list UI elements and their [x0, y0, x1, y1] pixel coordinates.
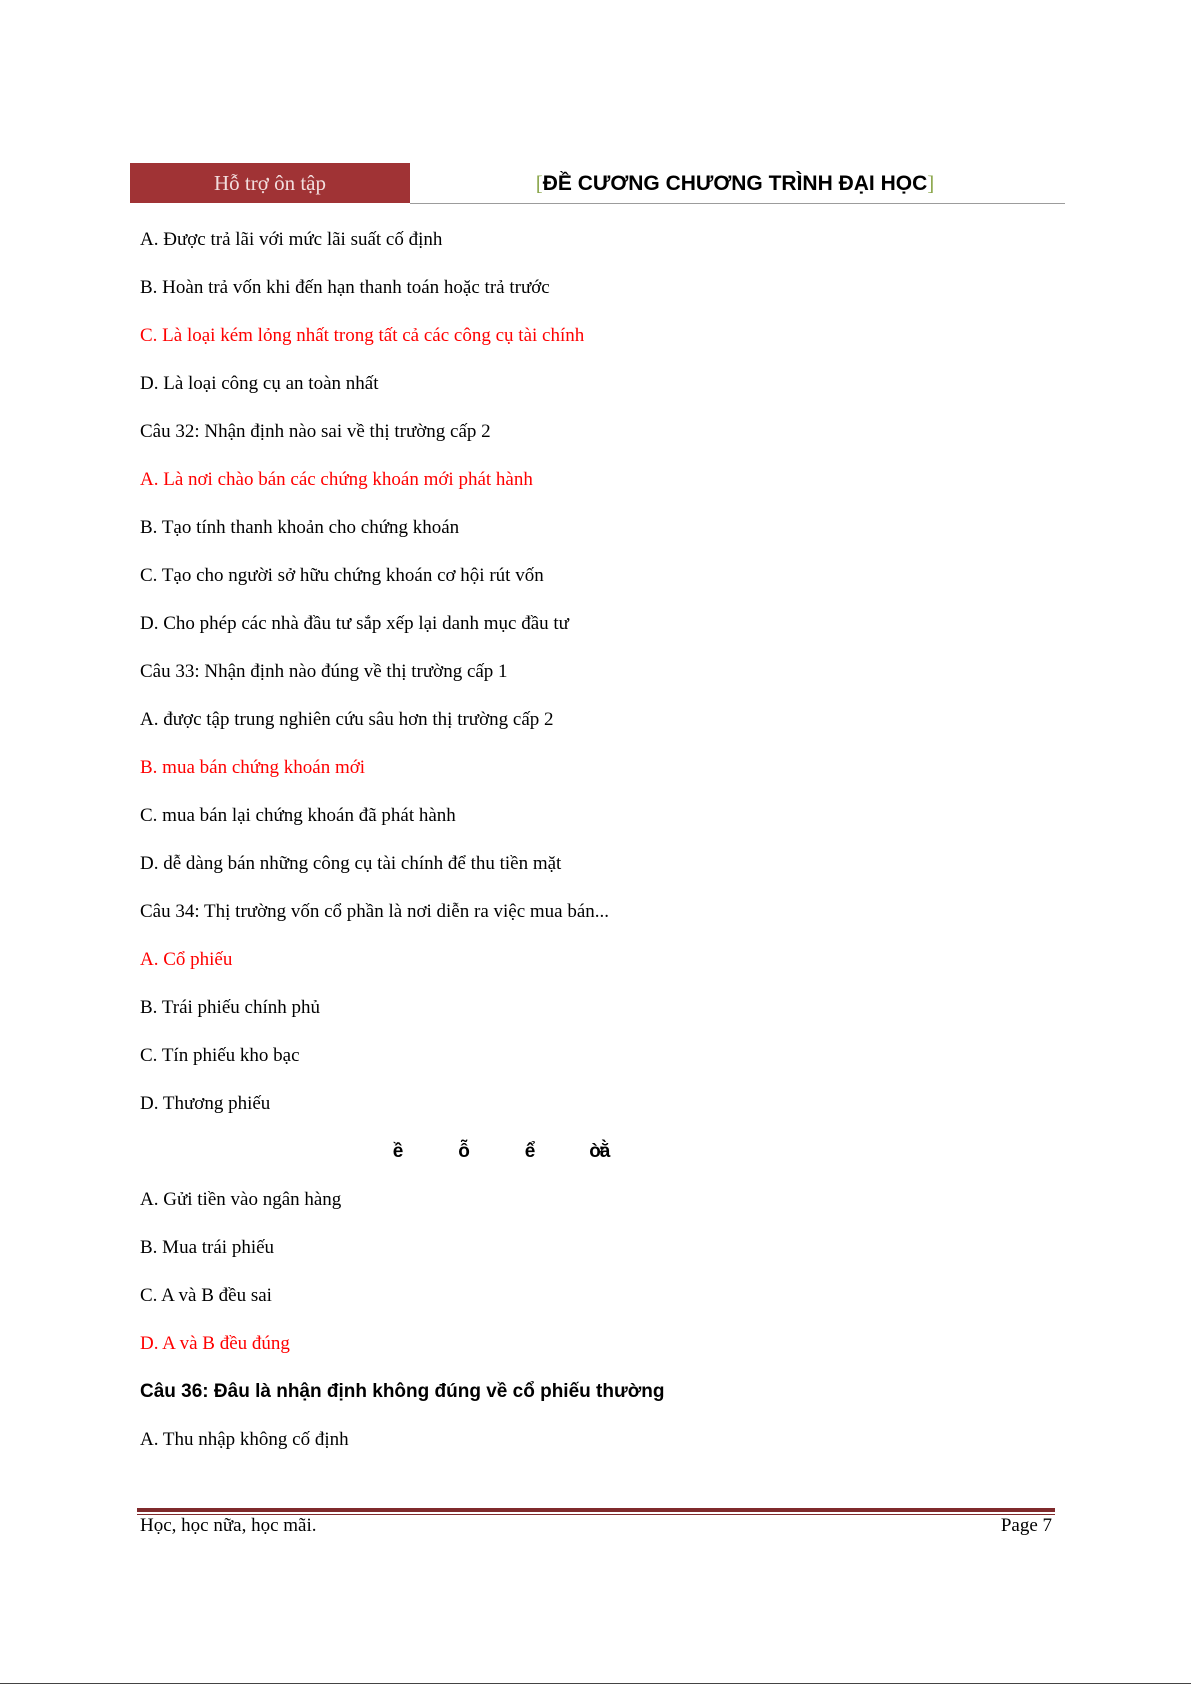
glyph-fragment: ờ — [589, 1141, 603, 1162]
answer-line: A. được tập trung nghiên cứu sâu hơn thị trường cấp 2 — [140, 709, 554, 730]
correct-answer-line: C. Là loại kém lỏng nhất trong tất cả các công cụ tài chính — [140, 325, 585, 346]
page-number: Page 7 — [1000, 1515, 1052, 1536]
scan-edge-line — [0, 1683, 1191, 1684]
correct-answer-line: A. Là nơi chào bán các chứng khoán mới phát hành — [140, 469, 533, 490]
answer-line: C. Tạo cho người sở hữu chứng khoán cơ hội rút vốn — [140, 565, 544, 586]
glyph-fragment: ỗ — [458, 1141, 470, 1162]
question-line: Câu 32: Nhận định nào sai về thị trường cấp 2 — [140, 421, 491, 442]
answer-line: D. Cho phép các nhà đầu tư sắp xếp lại danh mục đầu tư — [140, 613, 569, 634]
answer-line: A. Gửi tiền vào ngân hàng — [140, 1189, 342, 1210]
question-line: Câu 36: Đâu là nhận định không đúng về cổ phiếu thường — [140, 1381, 665, 1402]
answer-line: D. Thương phiếu — [140, 1093, 271, 1114]
page-body — [140, 226, 1060, 1474]
question-line: Câu 34: Thị trường vốn cổ phần là nơi diễn ra việc mua bán... — [140, 901, 610, 922]
glyph-fragment: ể — [524, 1141, 536, 1162]
header-section-tab: Hỗ trợ ôn tập — [130, 163, 410, 203]
answer-line: A. Được trả lãi với mức lãi suất cố định — [140, 229, 443, 250]
footer-motto: Học, học nữa, học mãi. — [140, 1515, 317, 1536]
correct-answer-line: B. mua bán chứng khoán mới — [140, 757, 366, 778]
correct-answer-line: A. Cổ phiếu — [140, 949, 233, 970]
answer-line: B. Mua trái phiếu — [140, 1237, 275, 1258]
answer-line: D. Là loại công cụ an toàn nhất — [140, 373, 379, 394]
header-document-title — [410, 163, 1060, 203]
answer-line: B. Trái phiếu chính phủ — [140, 997, 320, 1018]
answer-line: B. Hoàn trả vốn khi đến hạn thanh toán hoặc trả trước — [140, 277, 550, 298]
title-text: ĐỀ CƯƠNG CHƯƠNG TRÌNH ĐẠI HỌC — [542, 172, 928, 195]
answer-line: D. dễ dàng bán những công cụ tài chính để thu tiền mặt — [140, 853, 562, 874]
question-line: Câu 33: Nhận định nào đúng về thị trường cấp 1 — [140, 661, 508, 682]
answer-line: C. mua bán lại chứng khoán đã phát hành — [140, 805, 456, 826]
garbled-question-line — [140, 1138, 1060, 1186]
glyph-fragment: ằ — [599, 1141, 611, 1162]
title-bracket-close: ] — [927, 171, 935, 195]
correct-answer-line: D. A và B đều đúng — [140, 1333, 290, 1354]
answer-line: A. Thu nhập không cố định — [140, 1429, 349, 1450]
answer-line: C. A và B đều sai — [140, 1285, 272, 1306]
header-divider — [410, 203, 1065, 204]
glyph-fragment: ề — [392, 1141, 404, 1162]
answer-line: C. Tín phiếu kho bạc — [140, 1045, 300, 1066]
answer-line: B. Tạo tính thanh khoản cho chứng khoán — [140, 517, 460, 538]
title-bracket-open: [ — [535, 171, 543, 195]
